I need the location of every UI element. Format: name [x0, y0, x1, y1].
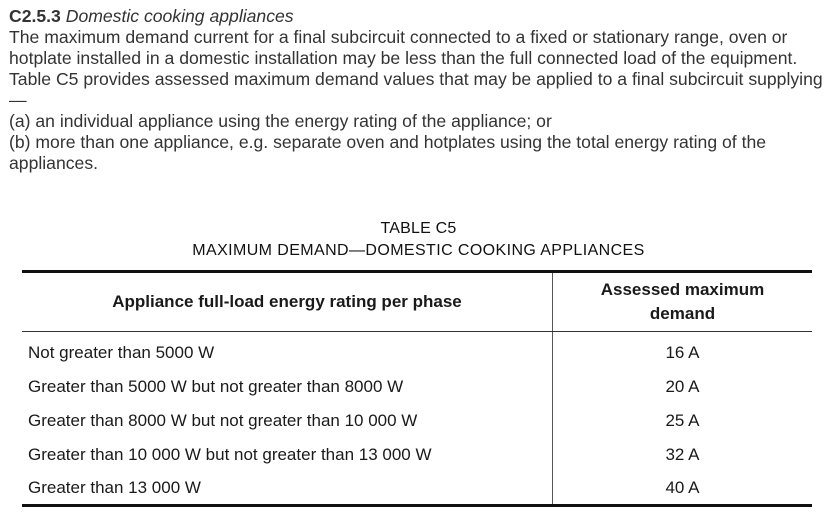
table-row: [22, 404, 812, 438]
table-title: MAXIMUM DEMAND—DOMESTIC COOKING APPLIANCES: [192, 242, 645, 259]
clause-item-b: (b) more than one appliance, e.g. separate oven and hotplates using the total energy rating of the appliances.: [9, 132, 767, 173]
clause-paragraph-2: Table C5 provides assessed maximum demand values that may be applied to a final subcircuit supplying—: [9, 69, 823, 110]
clause-heading: [9, 6, 829, 27]
clause-title: Domestic cooking appliances: [65, 6, 294, 26]
table-row: [22, 370, 812, 404]
clause-section: [9, 6, 829, 174]
header-energy-rating: Appliance full-load energy rating per phase: [22, 272, 553, 332]
rating-cell: Not greater than 5000 W: [22, 332, 553, 371]
header-demand-line-1: Assessed maximum: [600, 280, 765, 299]
demand-cell: 25 A: [665, 411, 700, 430]
clause-paragraph-1: The maximum demand current for a final subcircuit connected to a fixed or stationary range, oven or hotplate installed in a domestic installation may be less than the full connected load of the equipment.: [9, 27, 798, 68]
table-row: [22, 472, 812, 506]
demand-cell: 32 A: [665, 445, 700, 464]
demand-table: [22, 270, 812, 507]
table-header-row: [22, 272, 812, 332]
table-label: TABLE C5: [380, 220, 457, 237]
clause-item-a: (a) an individual appliance using the energy rating of the appliance; or: [9, 111, 552, 131]
rating-cell: Greater than 8000 W but not greater than 10 000 W: [22, 404, 553, 438]
table-row: [22, 438, 812, 472]
table-caption: [0, 219, 837, 259]
rating-cell: Greater than 5000 W but not greater than 8000 W: [22, 370, 553, 404]
table-row: [22, 332, 812, 371]
demand-cell: 20 A: [665, 377, 700, 396]
demand-cell: 16 A: [665, 343, 700, 362]
rating-cell: Greater than 13 000 W: [22, 472, 553, 506]
header-assessed-demand: [553, 272, 813, 332]
header-demand-line-2: demand: [649, 304, 716, 323]
clause-number: C2.5.3: [9, 6, 61, 26]
rating-cell: Greater than 10 000 W but not greater than 13 000 W: [22, 438, 553, 472]
demand-cell: 40 A: [553, 472, 813, 506]
